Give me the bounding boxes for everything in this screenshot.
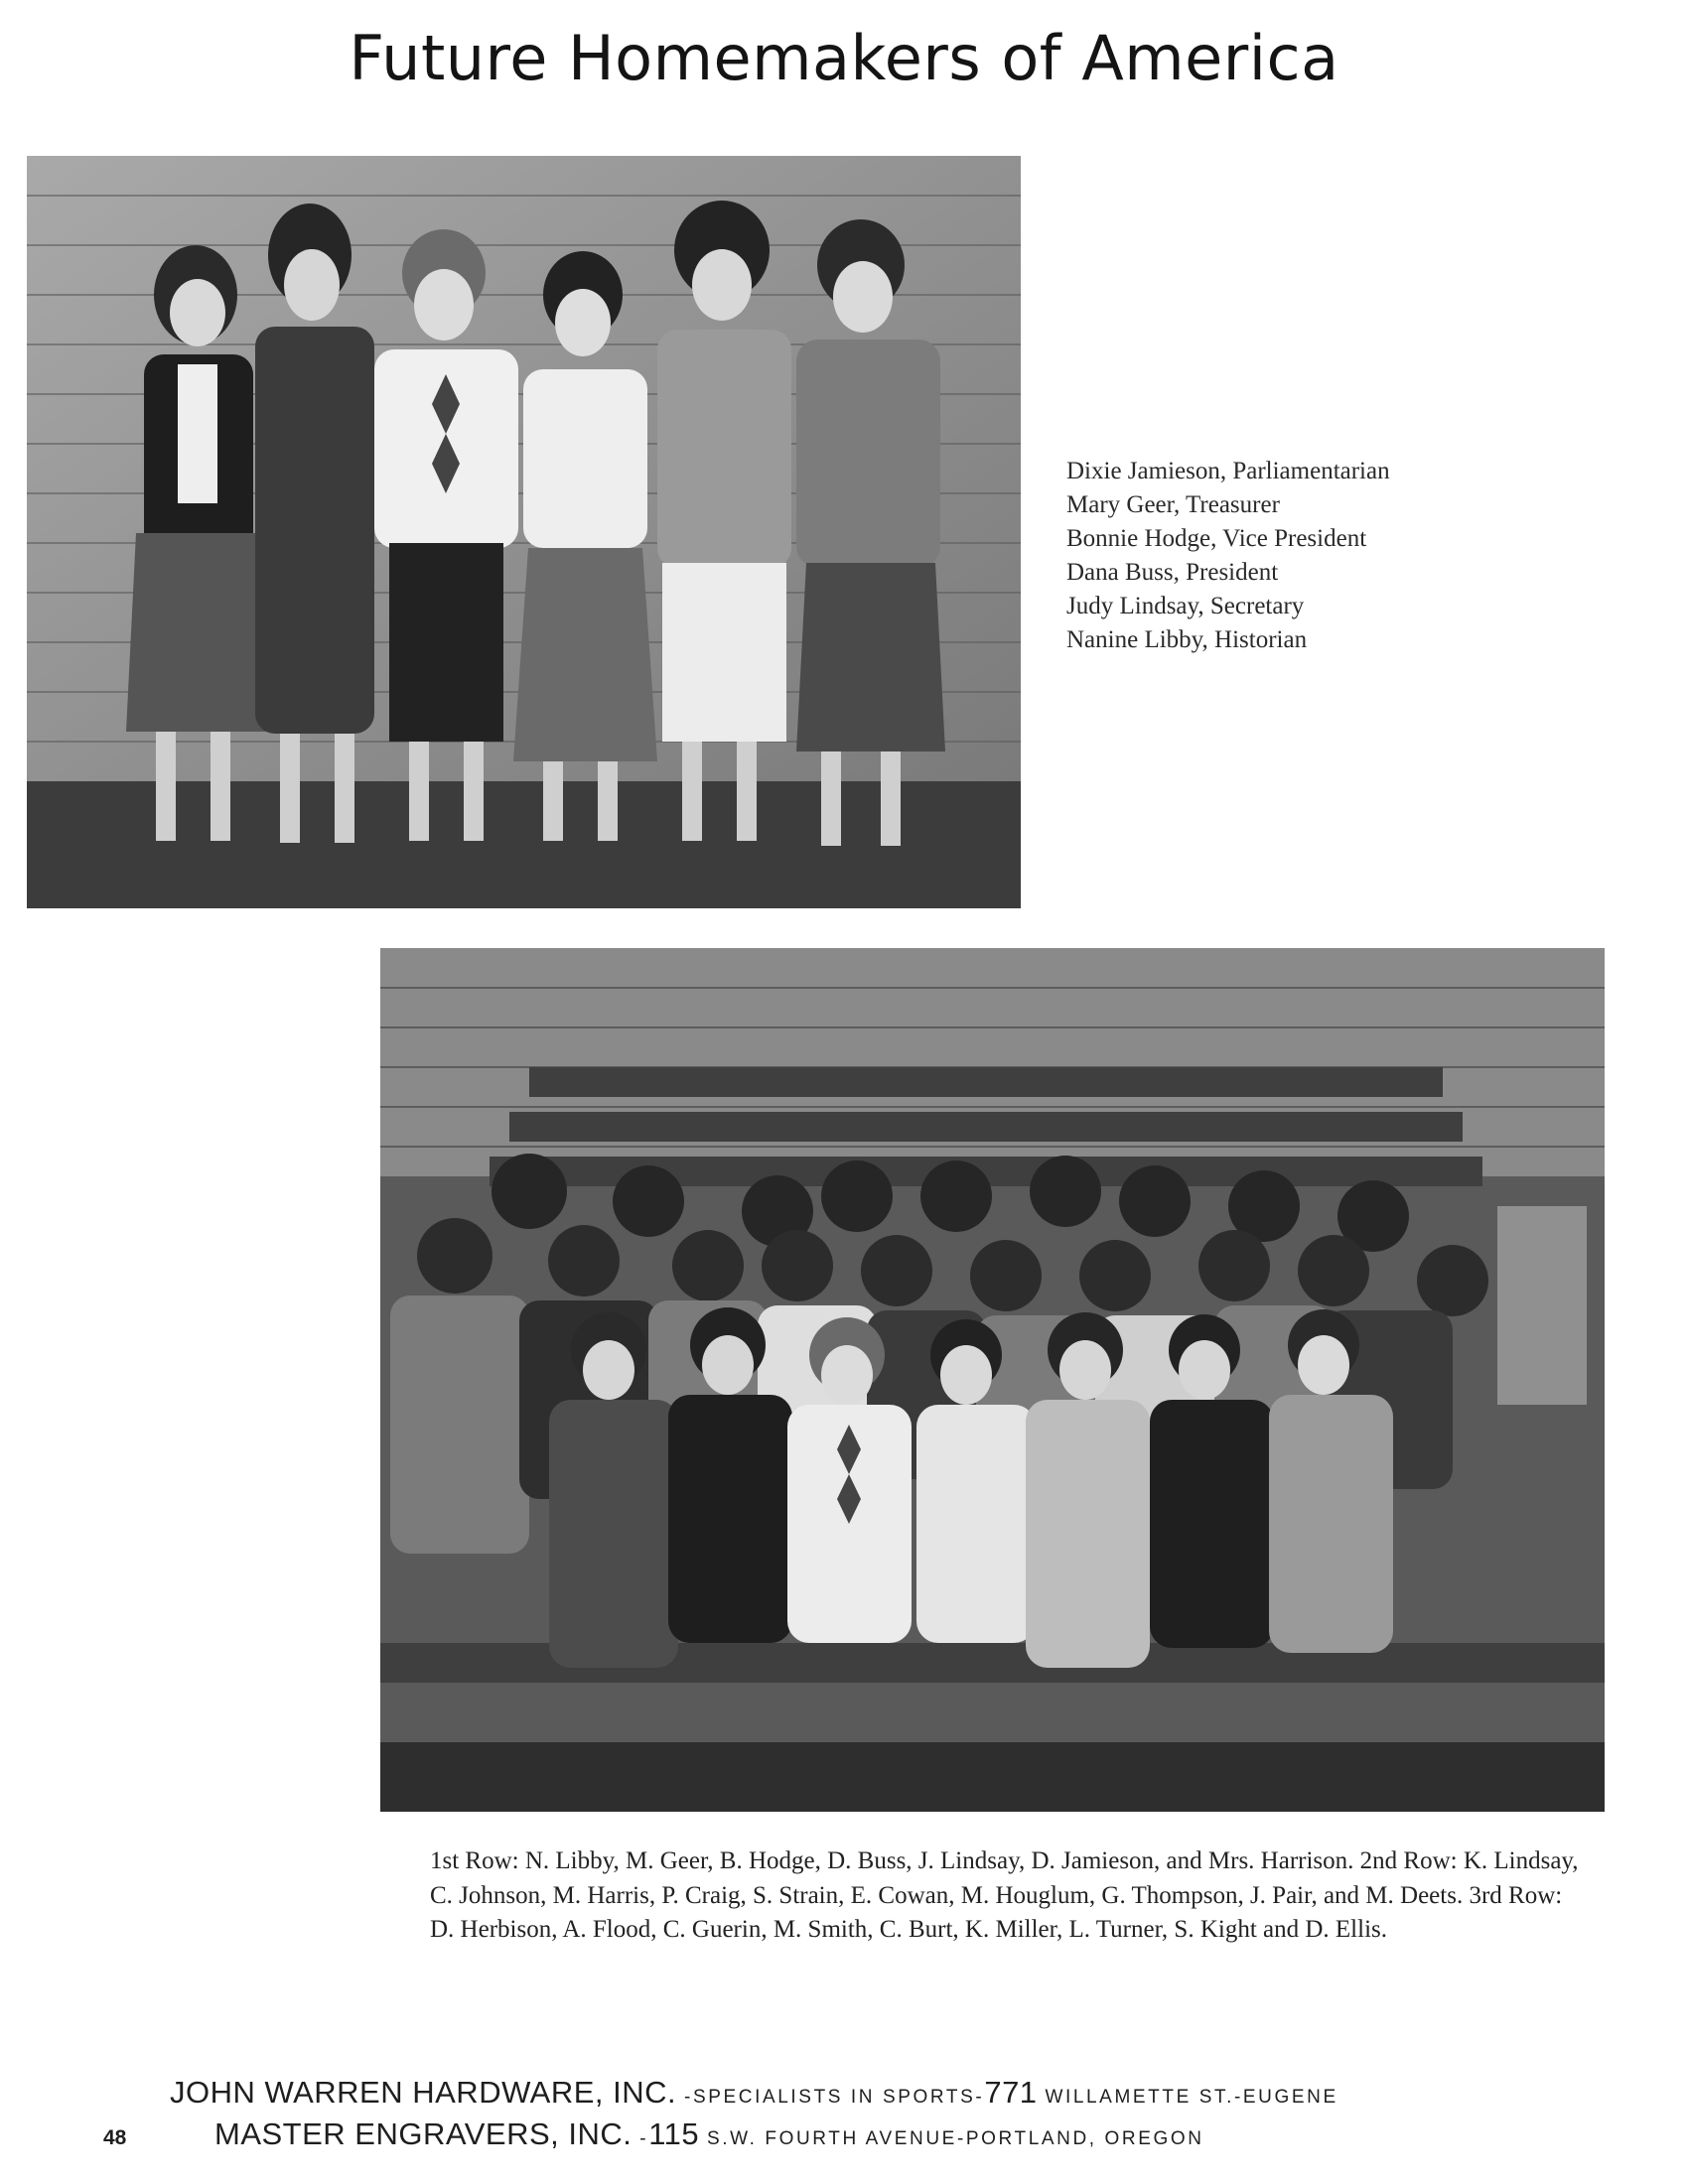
officers-photo: [27, 156, 1021, 908]
ad-detail: -: [632, 2128, 649, 2149]
group-photo-image: [380, 948, 1605, 1812]
officer-line: Bonnie Hodge, Vice President: [1066, 525, 1367, 552]
group-caption: 1st Row: N. Libby, M. Geer, B. Hodge, D. Buss, J. Lindsay, D. Jamieson, and Mrs. Harrison. 2nd Row: K. Lindsay, C. Johnson, M. Harris, P. Craig, S. Strain, E. Cowan, M. Houglum, G. Thompson, J. Pair, and M. Deets. 3rd Row: D. Herbison, A. Flood, C. Guerin, M. Smith, C. Burt, K. Miller, L. Turner, S. Kight and D. Ellis.: [430, 1847, 1579, 1943]
officers-photo-image: [27, 156, 1021, 908]
officer-line: Judy Lindsay, Secretary: [1066, 593, 1305, 619]
officer-line: Dixie Jamieson, Parliamentarian: [1066, 458, 1390, 484]
ad-address: S.W. FOURTH AVENUE-PORTLAND, OREGON: [699, 2128, 1204, 2149]
ad-street-number: 771: [984, 2075, 1038, 2110]
advertisement-john-warren: [170, 2075, 1338, 2111]
page-number: 48: [103, 2126, 127, 2149]
ad-company-name: MASTER ENGRAVERS, INC.: [214, 2116, 633, 2151]
page-title: Future Homemakers of America: [349, 22, 1339, 94]
officer-line: Dana Buss, President: [1066, 559, 1279, 586]
ad-address: WILLAMETTE ST.-EUGENE: [1037, 2087, 1338, 2108]
officer-line: Mary Geer, Treasurer: [1066, 491, 1280, 518]
group-photo: [380, 948, 1605, 1812]
ad-detail: -SPECIALISTS IN SPORTS-: [676, 2087, 985, 2108]
advertisement-master-engravers: [214, 2116, 1204, 2152]
officers-list: [1066, 455, 1622, 657]
ad-street-number: 115: [648, 2116, 700, 2151]
ad-company-name: JOHN WARREN HARDWARE, INC.: [170, 2075, 677, 2110]
officer-line: Nanine Libby, Historian: [1066, 626, 1308, 653]
